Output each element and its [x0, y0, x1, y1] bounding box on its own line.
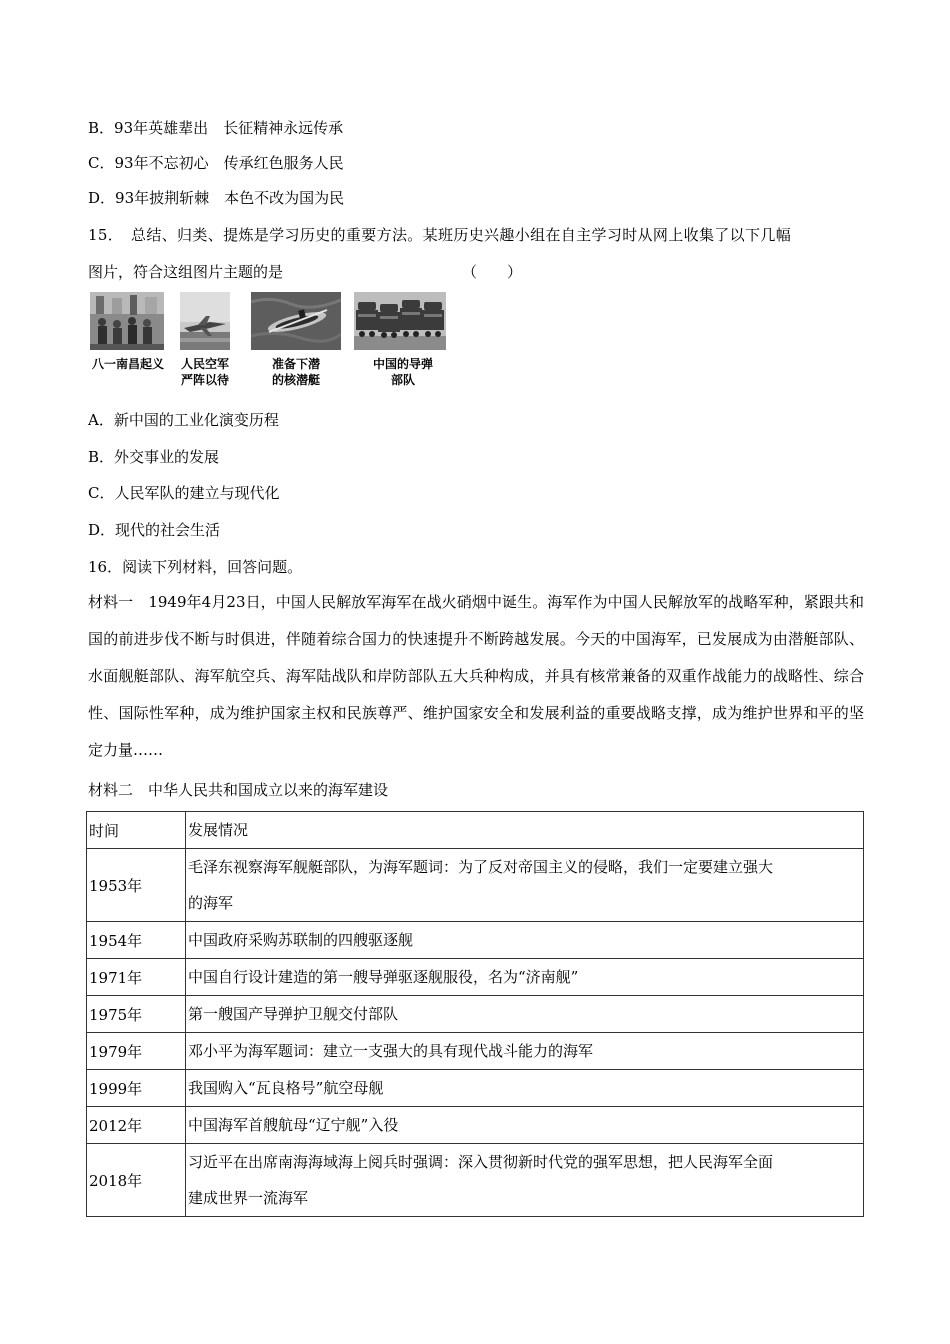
q15-option-c: C．人民军队的建立与现代化: [88, 484, 280, 502]
row-event: [186, 1070, 864, 1107]
navy-development-table: [86, 811, 864, 1217]
caption-missile-force: 中国的导弹 部队: [372, 357, 433, 387]
row-event-line: 中国自行设计建造的第一艘导弹驱逐舰服役，名为“济南舰”: [188, 968, 579, 986]
row-event-line: 中国政府采购苏联制的四艘驱逐舰: [188, 931, 414, 949]
table-row: [87, 849, 864, 922]
row-event: [186, 1107, 864, 1144]
row-event: [186, 1144, 864, 1217]
table-row: [87, 922, 864, 959]
row-event-line: 建成世界一流海军: [188, 1189, 309, 1207]
row-event: [186, 959, 864, 996]
photo-nanchang-uprising: [90, 292, 164, 350]
row-event: [186, 922, 864, 959]
q15-option-a: A．新中国的工业化演变历程: [88, 411, 279, 429]
caption-air-force: 人民空军 严阵以待: [180, 357, 229, 387]
q16-stem: 16．阅读下列材料，回答问题。: [88, 558, 303, 576]
table-row: [87, 1107, 864, 1144]
q15-option-d: D．现代的社会生活: [88, 521, 221, 539]
row-event: [186, 996, 864, 1033]
row-year: 2018年: [87, 1144, 186, 1217]
header-time: 时间: [87, 812, 186, 849]
q14-option-c: C．93年不忘初心 传承红色服务人民: [88, 154, 344, 172]
row-event: [186, 1033, 864, 1070]
q15-stem-line1: 15． 总结、归类、提炼是学习历史的重要方法。某班历史兴趣小组在自主学习时从网上收集了以下几幅: [88, 226, 792, 244]
photo-missile-force: [354, 292, 446, 350]
material-two-title: 材料二 中华人民共和国成立以来的海军建设: [88, 781, 389, 799]
row-event-line: 的海军: [188, 894, 234, 912]
q15-stem-line2: 图片，符合这组图片主题的是: [88, 263, 284, 281]
row-event-line: 习近平在出席南海海域海上阅兵时强调：深入贯彻新时代党的强军思想，把人民海军全面: [188, 1153, 774, 1171]
row-event-line: 邓小平为海军题词：建立一支强大的具有现代战斗能力的海军: [188, 1042, 594, 1060]
row-year: 1971年: [87, 959, 186, 996]
q14-option-b: B．93年英雄辈出 长征精神永远传承: [88, 119, 344, 137]
answer-paren: （ ）: [462, 263, 523, 281]
table-row: [87, 996, 864, 1033]
row-event-line: 第一艘国产导弹护卫舰交付部队: [188, 1005, 399, 1023]
table-row: [87, 1144, 864, 1217]
caption-nanchang-uprising: 八一南昌起义: [91, 357, 164, 371]
row-year: 2012年: [87, 1107, 186, 1144]
q15-option-b: B．外交事业的发展: [88, 448, 220, 466]
table-row: [87, 1070, 864, 1107]
caption-nuclear-submarine: 准备下潜 的核潜艇: [271, 357, 320, 387]
table-row: [87, 1033, 864, 1070]
row-year: 1954年: [87, 922, 186, 959]
q14-option-d: D．93年披荆斩棘 本色不改为国为民: [88, 189, 345, 207]
table-header-row: [87, 812, 864, 849]
row-year: 1953年: [87, 849, 186, 922]
row-event-line: 中国海军首艘航母“辽宁舰”入役: [188, 1116, 399, 1134]
row-event: [186, 849, 864, 922]
photo-nuclear-submarine: [251, 292, 341, 350]
table-row: [87, 959, 864, 996]
row-year: 1975年: [87, 996, 186, 1033]
row-year: 1999年: [87, 1070, 186, 1107]
photo-air-force: [180, 292, 230, 350]
row-year: 1979年: [87, 1033, 186, 1070]
material-one-paragraph: 材料一 1949年4月23日，中国人民解放军海军在战火硝烟中诞生。海军作为中国人民解放军的战略军种，紧跟共和国的前进步伐不断与时俱进，伴随着综合国力的快速提升不断跨越发展。今天的中国海军，已发展成为由潜艇部队、水面舰艇部队、海军航空兵、海军陆战队和岸防部队五大兵种构成，并具有核常兼备的双重作战能力的战略性、综合性、国际性军种，成为维护国家主权和民族尊严、维护国家安全和发展利益的重要战略支撑，成为维护世界和平的坚定力量……: [88, 593, 864, 759]
row-event-line: 毛泽东视察海军舰艇部队，为海军题词：为了反对帝国主义的侵略，我们一定要建立强大: [188, 858, 774, 876]
header-development: 发展情况: [186, 812, 864, 849]
row-event-line: 我国购入“瓦良格号”航空母舰: [188, 1079, 384, 1097]
